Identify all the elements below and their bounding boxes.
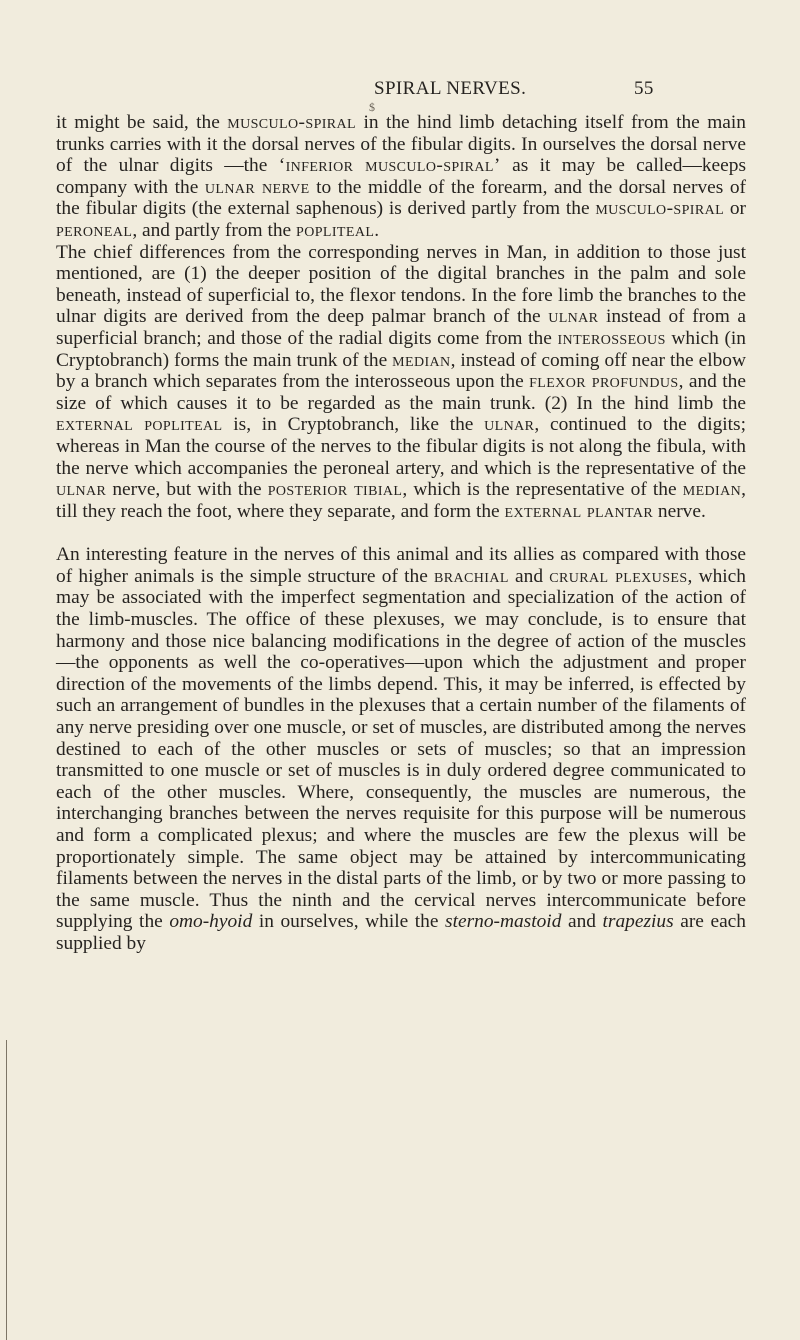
paragraph-2: The chief differences from the corresponding nerves in Man, in addition to those just mentioned, are (1) the deeper position of the digital branches in the palm and sole beneath, instead of superficial to, the flexor tendons. In the fore limb the branches to the ulnar digits are derived from the deep palmar branch of the ulnar instead of from a superficial branch; and those of the radial digits come from the interosseous which (in Cryptobranch) forms the main trunk of the median, instead of coming off near the elbow by a branch which separates from the interosseous upon the flexor profundus, and the size of which causes it to be regarded as the main trunk. (2) In the hind limb the external popliteal is, in Cryptobranch, like the ulnar, continued to the digits; whereas in Man the course of the nerves to the fibular digits is not along the fibula, with the nerve which accompanies the peroneal artery, and which is the representative of the ulnar nerve, but with the posterior tibial, which is the representative of the median, till they reach the foot, where they separate, and form the external plantar nerve. xyxy=(56,241,746,522)
paragraph-1: it might be said, the musculo-spiral in the hind limb detaching itself from the main trunks carries with it the dorsal nerves of the fibular digits. In ourselves the dorsal nerve of the ulnar digits —the ‘inferior musculo-spiral’ as it may be called—keeps company with the ulnar nerve to the middle of the forearm, and the dorsal nerves of the fibular digits (the external saphenous) is derived partly from the musculo-spiral or peroneal, and partly from the popliteal. xyxy=(56,112,747,241)
page-number: 55 xyxy=(634,78,654,99)
running-title: SPIRAL NERVES. xyxy=(374,78,527,99)
page-edge-line xyxy=(6,1040,7,1340)
printer-mark: $ xyxy=(369,100,375,114)
paragraph-gap xyxy=(56,522,746,544)
body-text xyxy=(56,112,746,955)
paragraph-3: An interesting feature in the nerves of this animal and its allies as compared with those of higher animals is the simple structure of the brachial and crural plexuses, which may be associated with the imperfect segmentation and specialization of the action of the limb-muscles. The office of these plexuses, we may conclude, is to ensure that harmony and those nice balancing modifications in the degree of action of the muscles—the opponents as well the co-operatives—upon which the adjustment and proper direction of the movements of the limbs depend. This, it may be inferred, is effected by such an arrangement of bundles in the plexuses that a certain number of the filaments of any nerve presiding over one muscle, or set of muscles, are distributed among the nerves destined to each of the other muscles or sets of muscles; so that an impression transmitted to one muscle or set of muscles is in duly ordered degree communicated to each of the other muscles. Where, consequently, the muscles are numerous, the interchanging branches between the nerves requisite for this purpose will be numerous and form a complicated plexus; and where the muscles are few the plexus will be proportionately simple. The same object may be attained by intercommunicating filaments between the nerves in the distal parts of the limb, or by two or more passing to the same muscle. Thus the ninth and the cervical nerves intercommunicate before supplying the omo-hyoid in ourselves, while the sterno-mastoid and trapezius are each supplied by xyxy=(56,544,746,954)
